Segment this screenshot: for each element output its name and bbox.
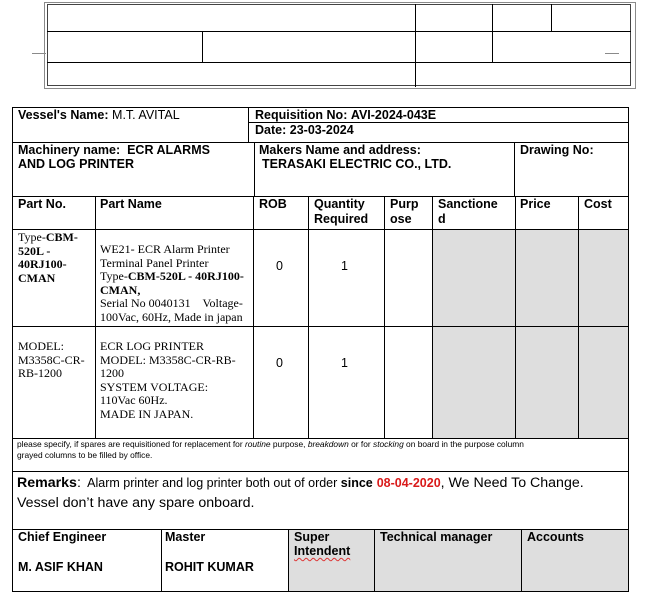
item-1-qty: 1 <box>341 259 348 273</box>
sig-super-intendent: Super Intendent <box>294 530 351 558</box>
requisition-date <box>255 123 354 137</box>
remarks-date: 08-04-2020 <box>376 476 441 490</box>
item-1-part-name: WE21- ECR Alarm Printer Terminal Panel Printer Type-CBM-520L - 40RJ100- CMAN, Serial No 0040131 Voltage- 100Vac, 60Hz, Made in japan <box>100 242 244 324</box>
col-part-no: Part No. <box>18 197 66 211</box>
col-price: Price <box>520 197 551 211</box>
remarks-label: Remarks <box>17 475 77 491</box>
vessel-value: M.T. AVITAL <box>112 108 180 122</box>
makers-label: Makers Name and address: <box>259 143 421 157</box>
machinery-value-1: ECR ALARMS <box>127 143 210 157</box>
machinery-label: Machinery name: <box>18 143 121 157</box>
sig-chief-engineer-name: M. ASIF KHAN <box>18 560 103 574</box>
vessel-label: Vessel's Name: <box>18 108 109 122</box>
col-part-name: Part Name <box>100 197 162 211</box>
requisition-label: Requisition No: <box>255 108 348 122</box>
remarks: Remarks: Alarm printer and log printer both out of order since 08-04-2020, We Need To Change. Vessel don’t have any spare onboard. <box>17 475 584 511</box>
col-rob: ROB <box>259 197 287 211</box>
col-sanctioned: Sanctione d <box>438 197 498 226</box>
gray-price-col <box>515 229 578 438</box>
requisition-no <box>255 108 436 122</box>
drawing-no: Drawing No: <box>520 143 594 157</box>
gray-sanctioned-col <box>432 229 515 438</box>
gray-cost-col <box>578 229 628 438</box>
item-2-rob: 0 <box>276 356 283 370</box>
machinery-name <box>18 143 210 171</box>
sig-master-label: Master <box>165 530 206 544</box>
purpose-note: please specify, if spares are requisitioned for replacement for routine purpose, breakdown or for stocking on board in the purpose column grayed columns to be filled by office. <box>17 439 524 460</box>
makers-value: TERASAKI ELECTRIC CO., LTD. <box>262 157 452 171</box>
item-2-part-no: MODEL: M3358C-CR- RB-1200 <box>18 339 85 380</box>
item-1-part-no: Type-CBM- 520L - 40RJ100- CMAN <box>18 230 78 285</box>
date-label: Date: <box>255 123 287 137</box>
vessel-name <box>18 108 180 122</box>
sig-master-name: ROHIT KUMAR <box>165 560 254 574</box>
sig-accounts: Accounts <box>527 530 584 544</box>
item-2-qty: 1 <box>341 356 348 370</box>
item-1-rob: 0 <box>276 259 283 273</box>
col-purpose: Purp ose <box>390 197 419 226</box>
date-value: 23-03-2024 <box>289 123 354 137</box>
sig-chief-engineer-label: Chief Engineer <box>18 530 107 544</box>
makers-info <box>259 143 451 171</box>
requisition-value: AVI-2024-043E <box>350 108 437 122</box>
sig-technical-manager: Technical manager <box>380 530 493 544</box>
col-quantity: Quantity Required <box>314 197 369 226</box>
machinery-value-2: AND LOG PRINTER <box>18 157 134 171</box>
item-2-part-name: ECR LOG PRINTER MODEL: M3358C-CR-RB- 1200 SYSTEM VOLTAGE: 110Vac 60Hz. MADE IN JAPAN. <box>100 339 236 421</box>
col-cost: Cost <box>584 197 612 211</box>
